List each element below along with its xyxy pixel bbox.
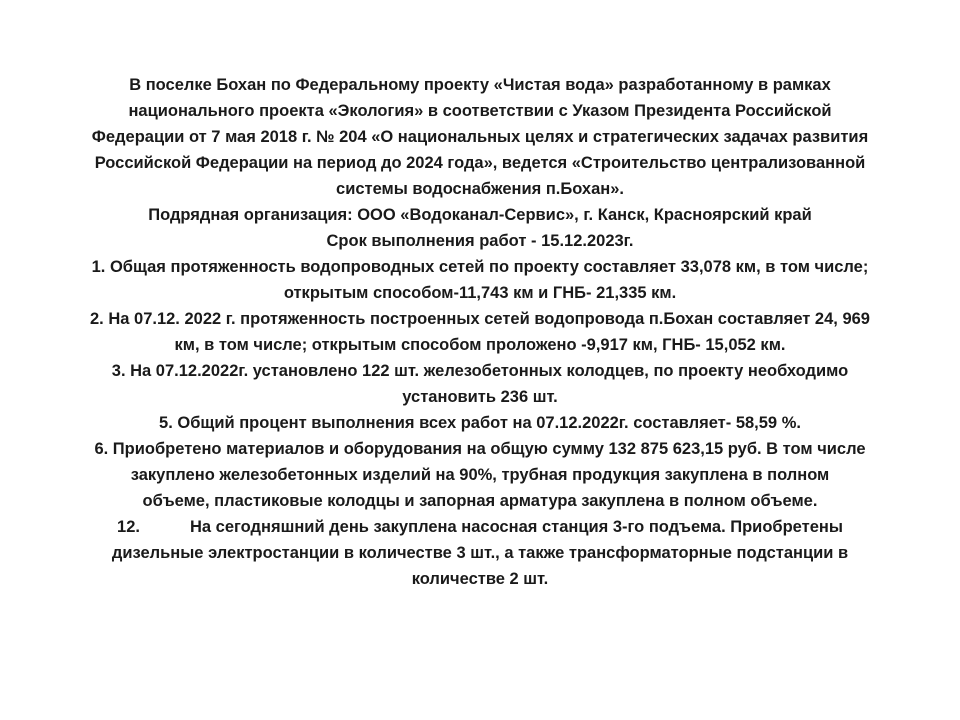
intro-line: В поселке Бохан по Федеральному проекту «Чистая вода» разработанному в рамках (129, 76, 831, 94)
item-5-line: 5. Общий процент выполнения всех работ на 07.12.2022г. составляет- 58,59 %. (159, 414, 801, 432)
item-6-line: закуплено железобетонных изделий на 90%, трубная продукция закуплена в полном (130, 466, 830, 484)
item-6-line: объеме, пластиковые колодцы и запорная арматура закуплена в полном объеме. (142, 492, 818, 510)
item-6-line: 6. Приобретено материалов и оборудования на общую сумму 132 875 623,15 руб. В том числе (94, 440, 866, 458)
item-12-first-text: На сегодняшний день закуплена насосная станция 3-го подъема. Приобретены (189, 518, 843, 536)
item-12-line: количестве 2 шт. (411, 570, 549, 588)
item-1-line: открытым способом-11,743 км и ГНБ- 21,335 км. (283, 284, 677, 302)
item-3-line: установить 236 шт. (402, 388, 558, 406)
intro-line: Российской Федерации на период до 2024 года», ведется «Строительство централизованной (94, 154, 866, 172)
intro-line: Федерации от 7 мая 2018 г. № 204 «О национальных целях и стратегических задачах развития (91, 128, 869, 146)
contractor-line: Подрядная организация: ООО «Водоканал-Сервис», г. Канск, Красноярский край (148, 206, 812, 224)
item-2-line: 2. На 07.12. 2022 г. протяженность построенных сетей водопровода п.Бохан составляет 24, 969 (90, 310, 870, 328)
item-3-line: 3. На 07.12.2022г. установлено 122 шт. железобетонных колодцев, по проекту необходимо (111, 362, 849, 380)
item-12-line: дизельные электростанции в количестве 3 шт., а также трансформаторные подстанции в (111, 544, 849, 562)
item-1-line: 1. Общая протяженность водопроводных сетей по проекту составляет 33,078 км, в том числе; (91, 258, 869, 276)
item-12-number: 12. (117, 518, 140, 536)
document-text-block (40, 72, 920, 592)
item-2-line: км, в том числе; открытым способом проложено -9,917 км, ГНБ- 15,052 км. (174, 336, 786, 354)
intro-line: национального проекта «Экология» в соответствии с Указом Президента Российской (128, 102, 832, 120)
intro-line: системы водоснабжения п.Бохан». (336, 180, 624, 198)
deadline-line: Срок выполнения работ - 15.12.2023г. (326, 232, 634, 250)
item-12-first-line (40, 514, 920, 540)
